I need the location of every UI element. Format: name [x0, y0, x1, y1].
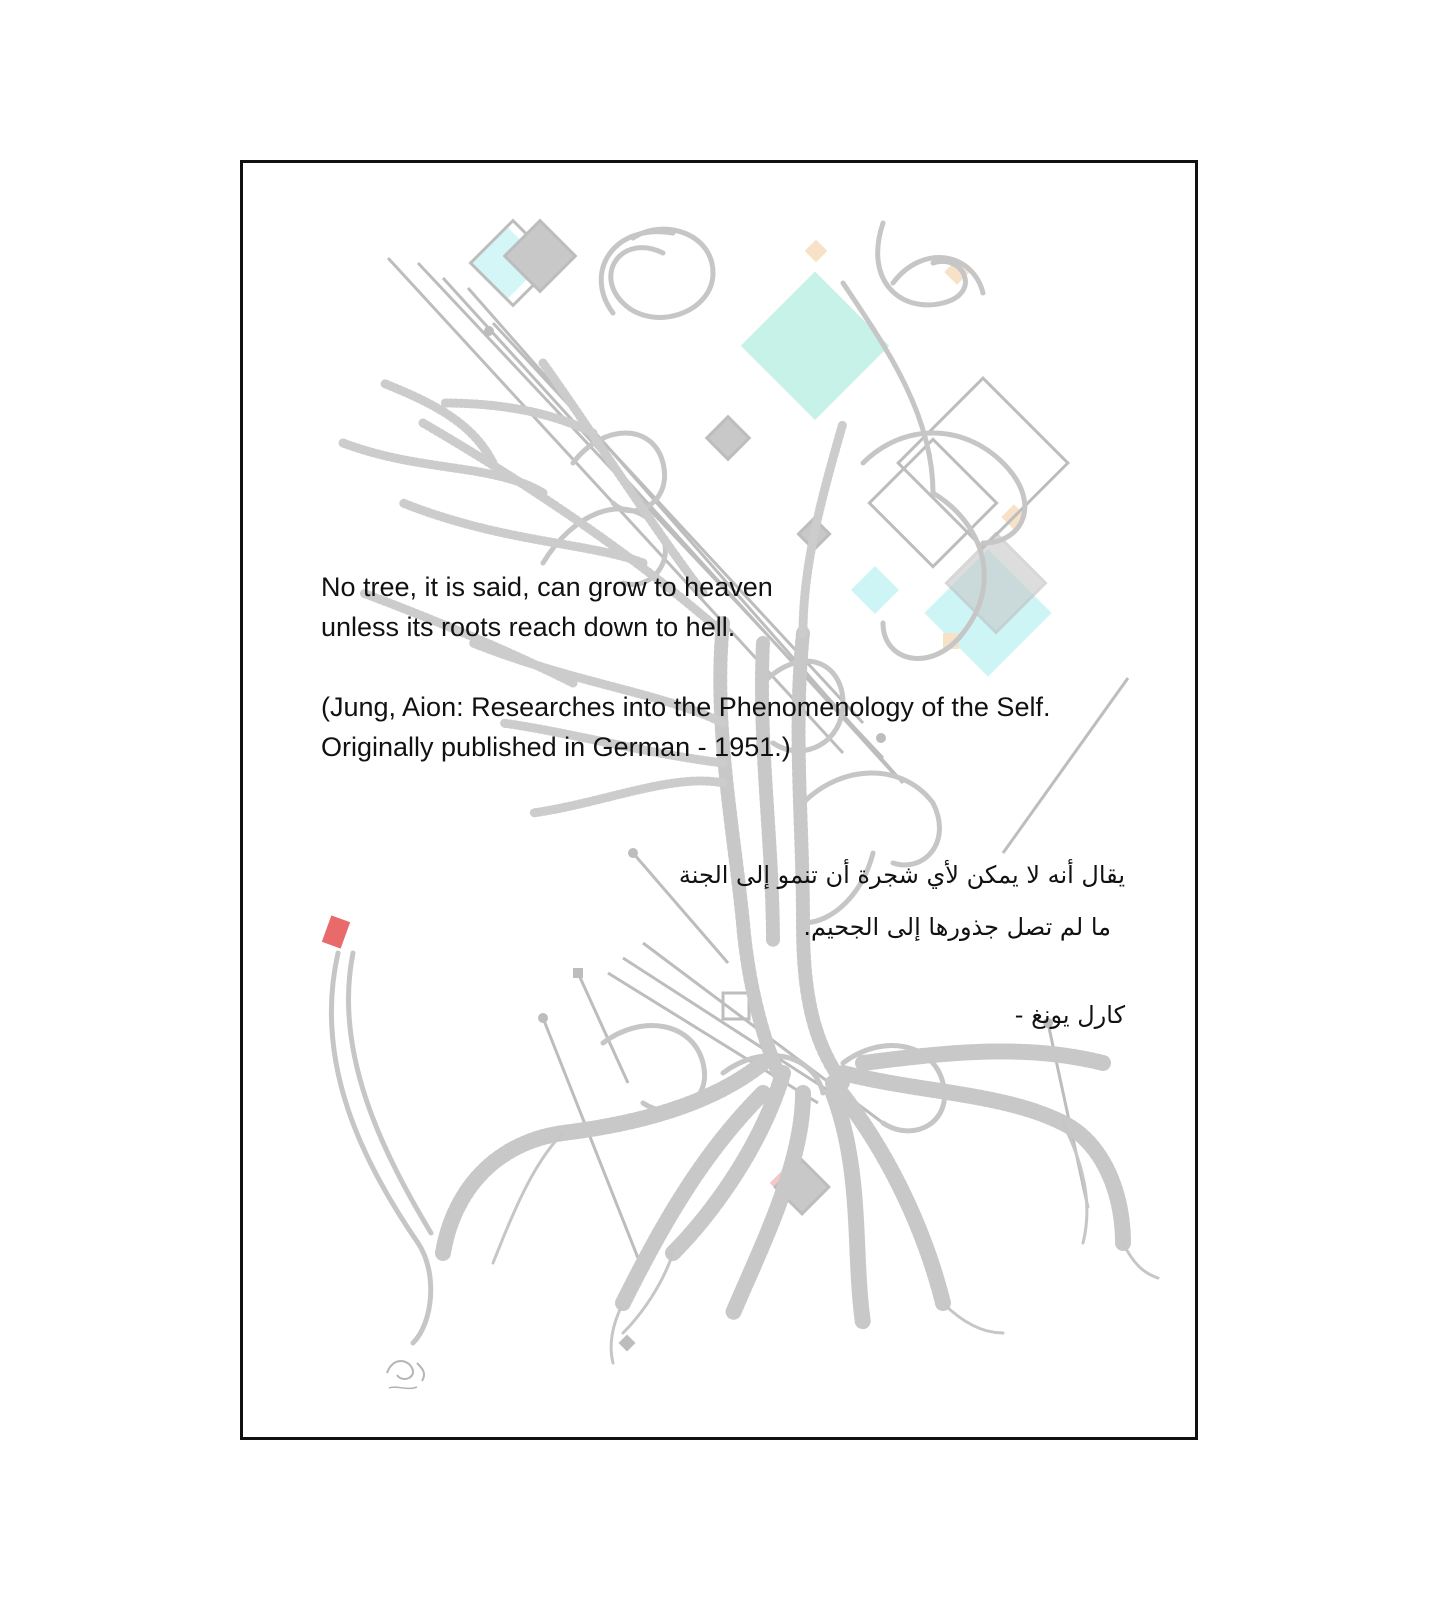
- calligraphic-tree-icon: [243, 163, 1195, 1437]
- artist-signature-icon: [377, 1343, 437, 1403]
- citation-line-2: Originally published in German - 1951.): [321, 732, 791, 762]
- tree-roots: [443, 1051, 1123, 1323]
- quote-line-2: unless its roots reach down to hell.: [321, 612, 736, 642]
- red-mark: [322, 915, 350, 948]
- english-quote: [321, 567, 1141, 767]
- mint-square: [741, 271, 889, 419]
- arabic-attribution: كارل يونغ -: [1014, 1001, 1125, 1029]
- arabic-gap: [525, 953, 1125, 989]
- peach-square-3: [805, 240, 828, 263]
- artwork-frame: [240, 160, 1198, 1440]
- quote-gap: [321, 647, 1141, 687]
- arabic-quote: [525, 849, 1125, 1041]
- citation-line-1: (Jung, Aion: Researches into the Phenomenology of the Self.: [321, 692, 1051, 722]
- arabic-line-2: ما لم تصل جذورها إلى الجحيم.: [803, 913, 1111, 941]
- quote-line-1: No tree, it is said, can grow to heaven: [321, 572, 773, 602]
- root-tendrils: [493, 1123, 1158, 1363]
- arabic-line-1: يقال أنه لا يمكن لأي شجرة أن تنمو إلى الجنة: [678, 861, 1125, 889]
